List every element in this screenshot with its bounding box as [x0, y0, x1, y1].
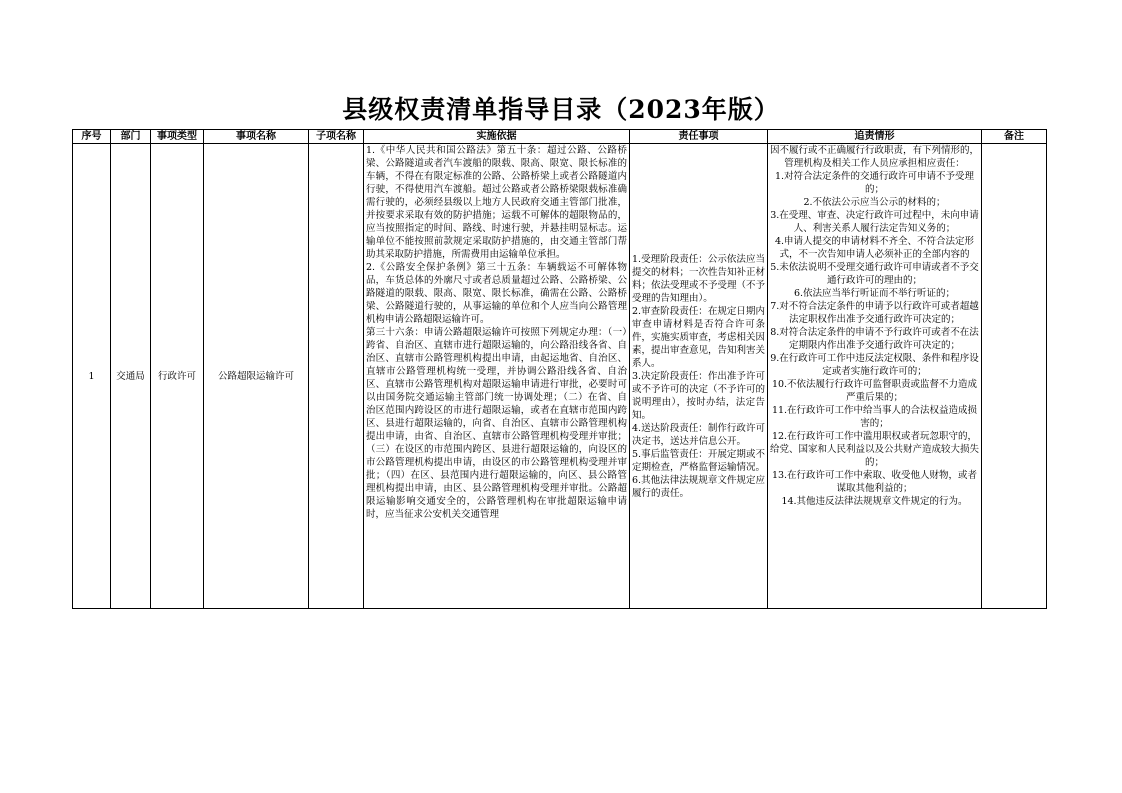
accountability-item: 11.在行政许可工作中给当事人的合法权益造成损害的； — [771, 405, 978, 429]
header-sub-item: 子项名称 — [309, 130, 364, 144]
accountability-intro: 因不履行或不正确履行行政职责，有下列情形的，管理机构及相关工作人员应承担相应责任： — [770, 145, 979, 169]
cell-sub-item — [309, 144, 364, 609]
header-item-name: 事项名称 — [204, 130, 309, 144]
cell-item-type: 行政许可 — [151, 144, 204, 609]
accountability-item: 7.对不符合法定条件的申请予以行政许可或者超越法定职权作出准予交通行政许可决定的； — [770, 301, 979, 325]
accountability-item: 13.在行政许可工作中索取、收受他人财物，或者谋取其他利益的； — [771, 470, 978, 494]
header-responsibility: 责任事项 — [630, 130, 768, 144]
header-department: 部门 — [111, 130, 151, 144]
table-header-row — [73, 130, 1047, 144]
accountability-item: 6.依法应当举行听证而不举行听证的； — [793, 288, 956, 299]
responsibility-item: 3.决定阶段责任：作出准予许可或不予许可的决定（不予许可的说明理由），按时办结，法定告知。 — [632, 370, 766, 421]
header-basis: 实施依据 — [364, 130, 630, 144]
cell-responsibility — [630, 144, 768, 609]
accountability-item: 14.其他违反法律法规规章文件规定的行为。 — [781, 496, 968, 507]
accountability-item: 12.在行政许可工作中滥用职权或者玩忽职守的，给党、国家和人民利益以及公共财产造成较大损失的； — [770, 431, 979, 468]
cell-item-name: 公路超限运输许可 — [204, 144, 309, 609]
basis-paragraph: 1.《中华人民共和国公路法》第五十条：超过公路、公路桥梁、公路隧道或者汽车渡船的限载、限高、限宽、限长标准的车辆，不得在有限定标准的公路、公路桥梁上或者公路隧道内行驶，不得使用汽车渡船。超过公路或者公路桥梁限载标准确需行驶的，必须经县级以上地方人民政府交通主管部门批准，并按要求采取有效的防护措施；运载不可解体的超限物品的，应当按照指定的时间、路线、时速行驶，并悬挂明显标志。运输单位不能按照前款规定采取防护措施的，由交通主管部门帮助其采取防护措施，所需费用由运输单位承担。 — [366, 145, 627, 260]
cell-remarks — [982, 144, 1047, 609]
accountability-item: 1.对符合法定条件的交通行政许可申请不予受理的； — [774, 171, 975, 195]
header-remarks: 备注 — [982, 130, 1047, 144]
cell-accountability — [768, 144, 982, 609]
accountability-item: 2.不依法公示应当公示的材料的； — [803, 197, 946, 208]
header-accountability: 追责情形 — [768, 130, 982, 144]
header-item-type: 事项类型 — [151, 130, 204, 144]
cell-seq: 1 — [73, 144, 111, 609]
cell-department: 交通局 — [111, 144, 151, 609]
accountability-item: 9.在行政许可工作中违反法定权限、条件和程序设定或者实施行政许可的； — [770, 353, 979, 377]
accountability-item: 8.对符合法定条件的申请不予行政许可或者不在法定期限内作出准予交通行政许可决定的； — [770, 327, 979, 351]
power-list-table — [72, 129, 1047, 609]
accountability-item: 5.未依法说明不受理交通行政许可申请或者不予交通行政许可的理由的； — [770, 262, 979, 286]
header-seq: 序号 — [73, 130, 111, 144]
responsibility-item: 4.送达阶段责任：制作行政许可决定书，送达并信息公开。 — [632, 422, 765, 447]
page-title: 县级权责清单指导目录（2023年版） — [342, 95, 780, 124]
responsibility-item: 1.受理阶段责任：公示依法应当提交的材料；一次性告知补正材料；依法受理或不予受理（不予受理的告知理由）。 — [632, 253, 766, 304]
accountability-item: 4.申请人提交的申请材料不齐全、不符合法定形式，不一次告知申请人必须补正的全部内容的 — [774, 236, 975, 260]
accountability-item: 3.在受理、审查、决定行政许可过程中，未向申请人、利害关系人履行法定告知义务的； — [770, 210, 979, 234]
responsibility-item: 2.审查阶段责任：在规定日期内审查申请材料是否符合许可条件，实施实质审查，考虑相关因素，提出审查意见，告知利害关系人。 — [632, 305, 766, 369]
accountability-item: 10.不依法履行行政许可监督职责或监督不力造成严重后果的； — [771, 379, 978, 403]
cell-basis — [364, 144, 630, 609]
table-row — [73, 144, 1047, 609]
basis-paragraph: 2.《公路安全保护条例》第三十五条：车辆载运不可解体物品，车货总体的外廓尺寸或者总质量超过公路、公路桥梁、公路隧道的限载、限高、限宽、限长标准，确需在公路、公路桥梁、公路隧道行驶的，从事运输的单位和个人应当向公路管理机构申请公路超限运输许可。 — [366, 262, 627, 325]
responsibility-item: 5.事后监管责任：开展定期或不定期检查，严格监督运输情况。 — [632, 448, 766, 473]
responsibility-item: 6.其他法律法规规章文件规定应履行的责任。 — [632, 474, 765, 499]
basis-paragraph: 第三十六条：申请公路超限运输许可按照下列规定办理：（一）跨省、自治区、直辖市进行超限运输的，向公路沿线各省、自治区、直辖市公路管理机构提出申请，由起运地省、自治区、直辖市公路管理机构统一受理，并协调公路沿线各省、自治区、直辖市公路管理机构对超限运输申请进行审批，必要时可以由国务院交通运输主管部门统一协调处理；（二）在省、自治区范围内跨设区的市进行超限运输，或者在直辖市范围内跨区、县进行超限运输的，向省、自治区、直辖市公路管理机构提出申请，由省、自治区、直辖市公路管理机构受理并审批；（三）在设区的市范围内跨区、县进行超限运输的，向设区的市公路管理机构提出申请，由设区的市公路管理机构受理并审批；（四）在区、县范围内进行超限运输的，向区、县公路管理机构提出申请，由区、县公路管理机构受理并审批。公路超限运输影响交通安全的，公路管理机构在审批超限运输申请时，应当征求公安机关交通管理 — [366, 327, 627, 520]
